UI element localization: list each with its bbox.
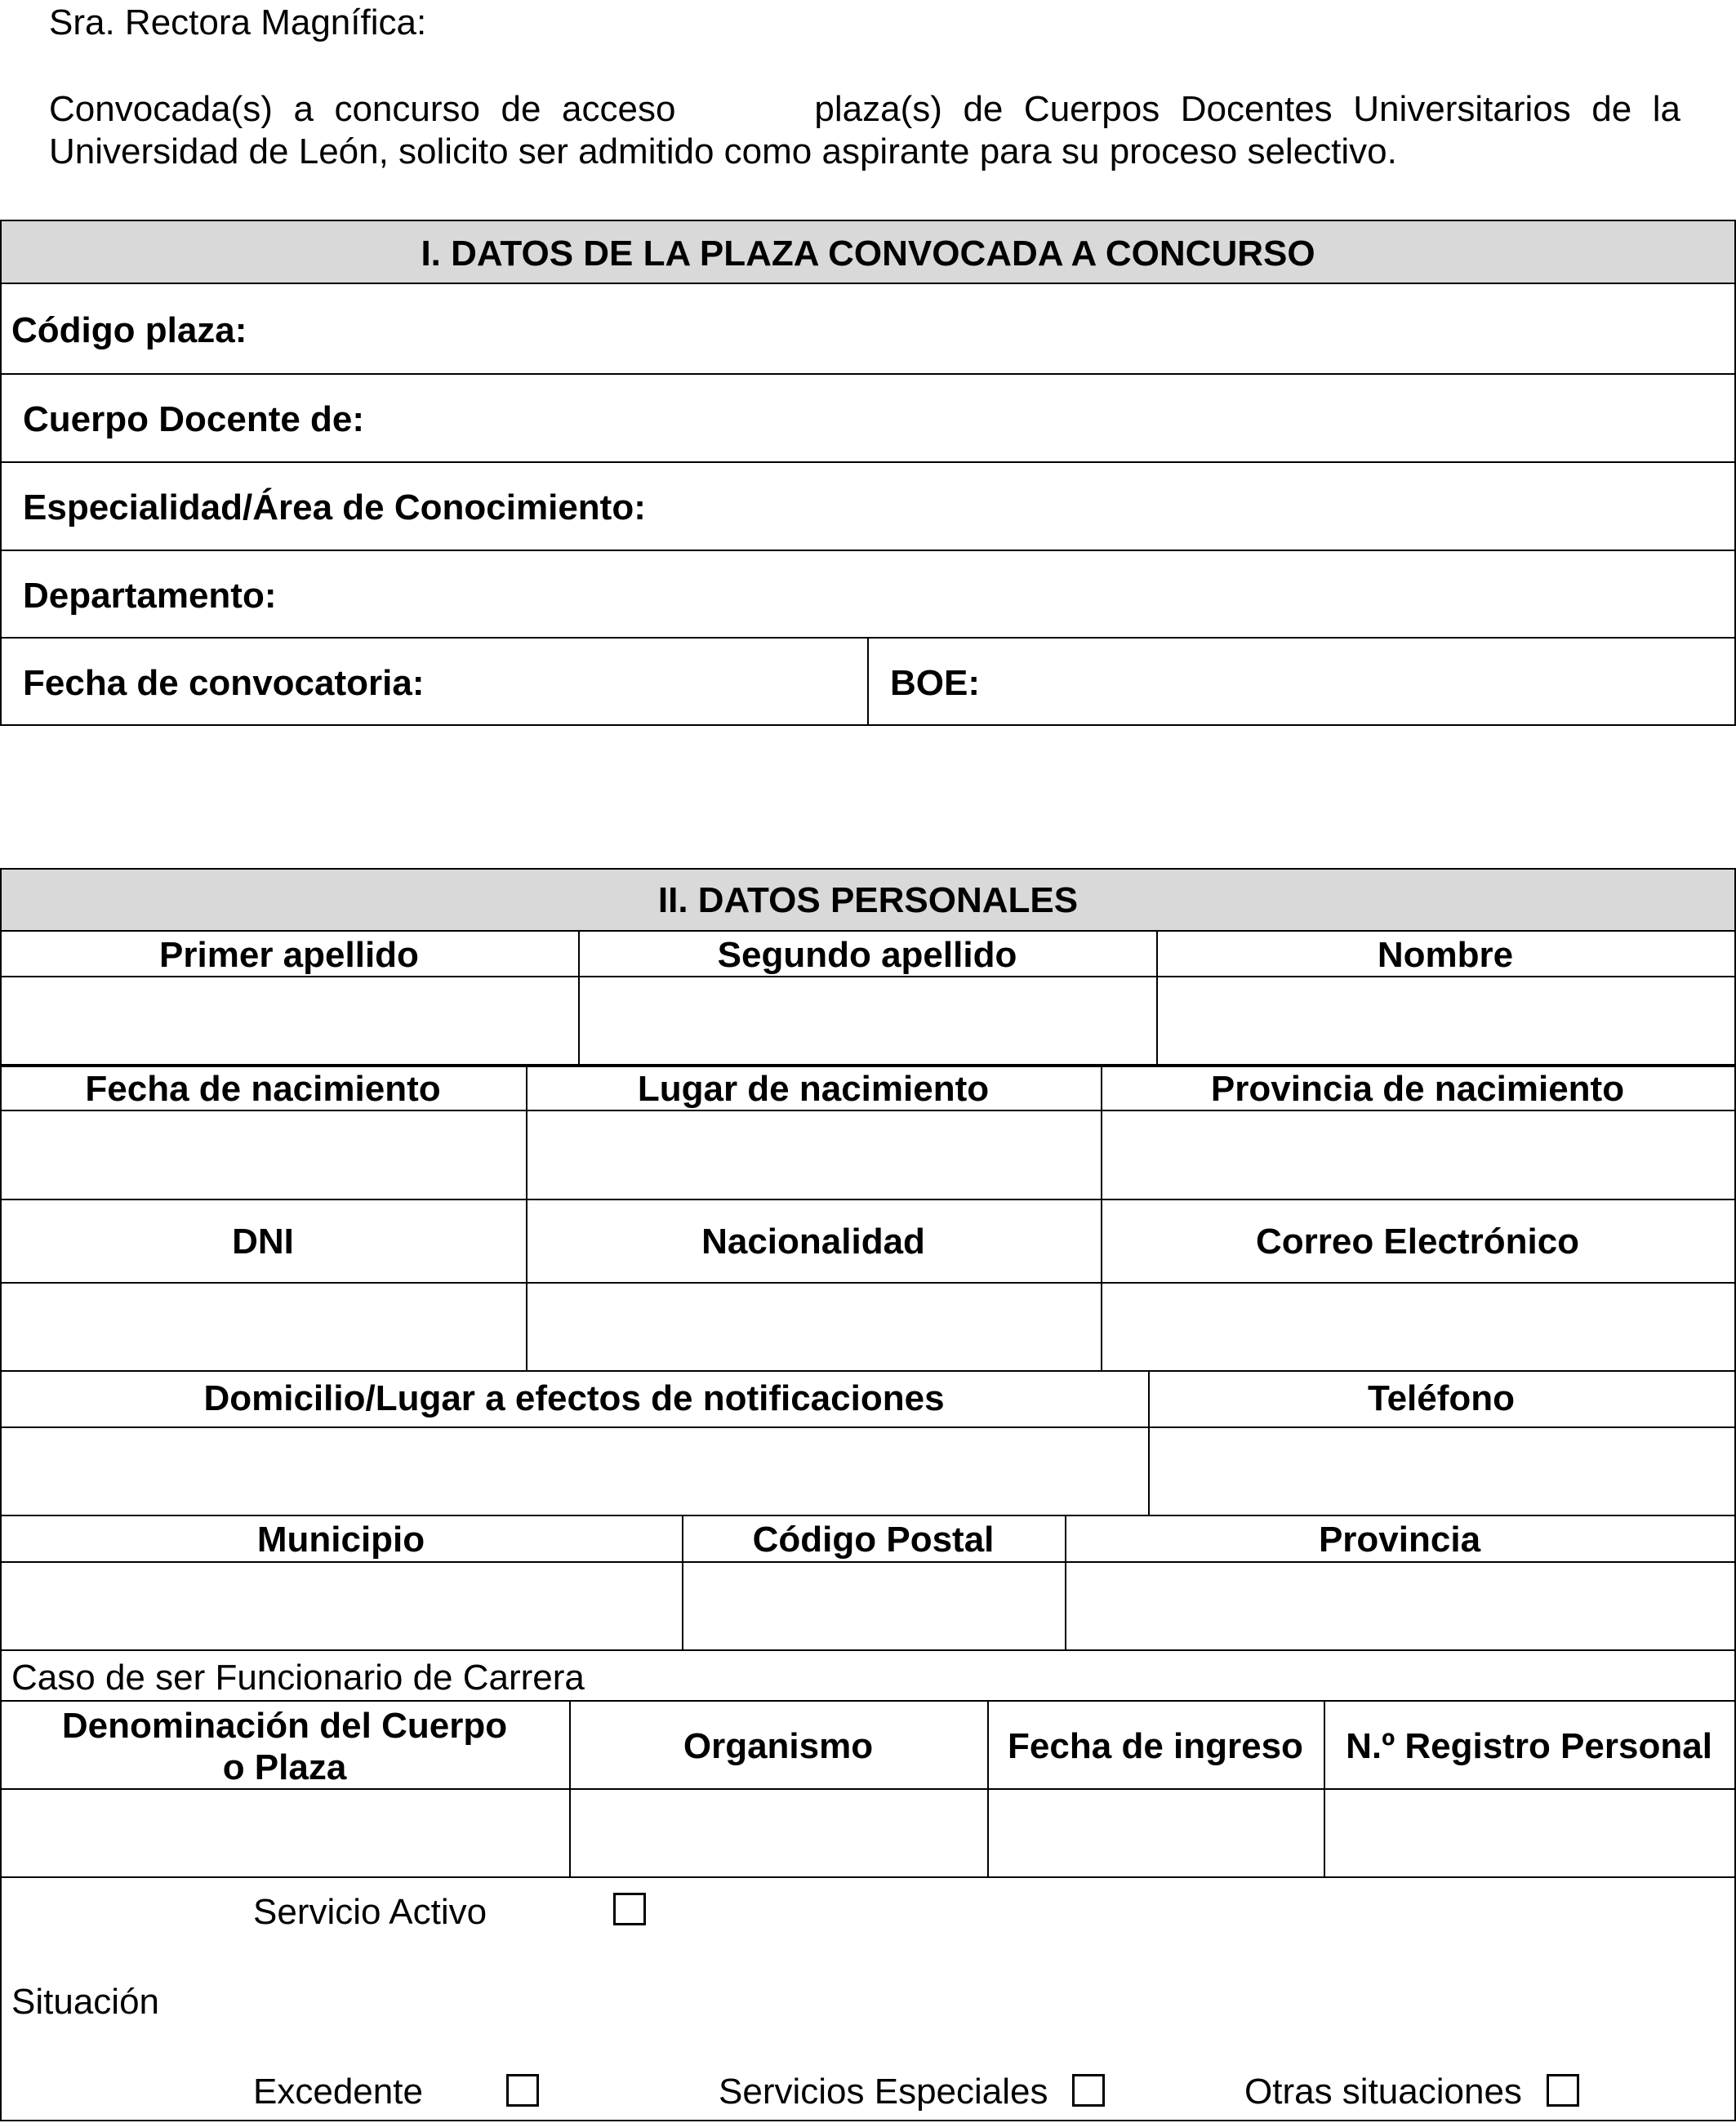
denominacion-line1: Denominación del Cuerpo — [61, 1706, 508, 1746]
telefono-field[interactable] — [1151, 1430, 1731, 1513]
fecha-nacimiento-header: Fecha de nacimiento — [85, 1069, 441, 1109]
codigo-postal-field[interactable] — [685, 1564, 1062, 1648]
fecha-nacimiento-field[interactable] — [3, 1113, 523, 1196]
servicio-activo-checkbox[interactable] — [613, 1893, 646, 1925]
segundo-apellido-field[interactable] — [581, 979, 1153, 1062]
otras-situaciones-label: Otras situaciones — [1244, 2072, 1522, 2112]
correo-header: Correo Electrónico — [1255, 1222, 1580, 1262]
departamento-field[interactable] — [294, 552, 1731, 635]
nombre-header: Nombre — [1377, 935, 1514, 975]
section1-title: I. DATOS DE LA PLAZA CONVOCADA A CONCURSO — [421, 234, 1315, 274]
departamento-label: Departamento: — [23, 576, 277, 616]
servicio-activo-label: Servicio Activo — [253, 1892, 487, 1932]
municipio-header: Municipio — [256, 1520, 425, 1560]
domicilio-header: Domicilio/Lugar a efectos de notificaciones — [203, 1378, 945, 1418]
denominacion-line2: o Plaza — [222, 1747, 347, 1787]
primer-apellido-header: Primer apellido — [159, 935, 419, 975]
funcionario-caption: Caso de ser Funcionario de Carrera — [11, 1658, 585, 1698]
especialidad-label: Especialidad/Área de Conocimiento: — [23, 487, 646, 527]
fecha-ingreso-header: Fecha de ingreso — [1008, 1726, 1303, 1766]
organismo-field[interactable] — [572, 1791, 984, 1875]
provincia-nacimiento-header: Provincia de nacimiento — [1210, 1069, 1625, 1109]
provincia-nacimiento-field[interactable] — [1104, 1113, 1731, 1196]
excedente-label: Excedente — [253, 2072, 423, 2112]
intro-paragraph — [49, 88, 1680, 173]
denominacion-field[interactable] — [3, 1791, 566, 1875]
section2-title: II. DATOS PERSONALES — [657, 880, 1079, 920]
registro-personal-header: N.º Registro Personal — [1346, 1726, 1712, 1766]
nacionalidad-field[interactable] — [529, 1285, 1097, 1369]
lugar-nacimiento-field[interactable] — [529, 1113, 1097, 1196]
cuerpo-docente-label: Cuerpo Docente de: — [23, 399, 365, 439]
nombre-field[interactable] — [1160, 979, 1731, 1062]
intro-text-part1: Convocada(s) a concurso de acceso — [49, 89, 676, 129]
situacion-label: Situación — [11, 1982, 160, 2022]
otras-situaciones-checkbox[interactable] — [1547, 2074, 1579, 2107]
servicios-especiales-checkbox[interactable] — [1072, 2074, 1105, 2107]
fecha-ingreso-field[interactable] — [990, 1791, 1320, 1875]
dni-field[interactable] — [3, 1285, 523, 1369]
provincia-field[interactable] — [1068, 1564, 1731, 1648]
codigo-postal-header: Código Postal — [752, 1520, 995, 1560]
organismo-header: Organismo — [683, 1726, 874, 1766]
fecha-convocatoria-field[interactable] — [445, 639, 861, 723]
primer-apellido-field[interactable] — [3, 979, 575, 1062]
lugar-nacimiento-header: Lugar de nacimiento — [637, 1069, 990, 1109]
provincia-header: Provincia — [1318, 1520, 1481, 1560]
dni-header: DNI — [232, 1222, 294, 1262]
boe-field[interactable] — [988, 639, 1731, 723]
intro-text-part2: plaza(s) de Cuerpos Docentes Universitarios de la Universidad de León, solicito ser admitido como aspirante para su proceso selectivo. — [49, 89, 1680, 171]
salutation: Sra. Rectora Magnífica: — [49, 2, 427, 42]
registro-personal-field[interactable] — [1327, 1791, 1731, 1875]
especialidad-field[interactable] — [678, 464, 1731, 549]
cuerpo-docente-field[interactable] — [384, 376, 1731, 461]
segundo-apellido-header: Segundo apellido — [717, 935, 1017, 975]
nacionalidad-header: Nacionalidad — [701, 1222, 925, 1262]
telefono-header: Teléfono — [1367, 1378, 1516, 1418]
servicios-especiales-label: Servicios Especiales — [719, 2072, 1048, 2112]
domicilio-field[interactable] — [3, 1430, 1145, 1513]
fecha-convocatoria-label: Fecha de convocatoria: — [23, 663, 425, 703]
codigo-plaza-label: Código plaza: — [11, 310, 247, 350]
municipio-field[interactable] — [3, 1564, 679, 1648]
correo-field[interactable] — [1104, 1285, 1731, 1369]
excedente-checkbox[interactable] — [506, 2074, 539, 2107]
denominacion-header — [0, 1705, 569, 1788]
codigo-plaza-field[interactable] — [269, 286, 1731, 371]
boe-label: BOE: — [890, 663, 980, 703]
